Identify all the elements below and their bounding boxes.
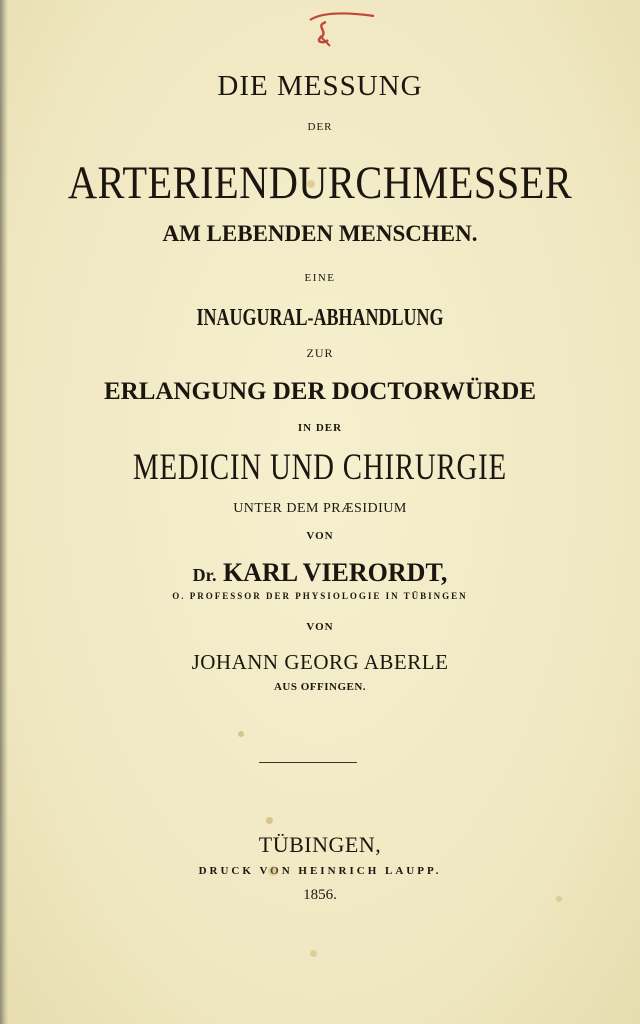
subtitle-line: AM LEBENDEN MENSCHEN. <box>162 221 478 246</box>
imprint-place: TÜBINGEN, <box>258 832 382 857</box>
paper-speck <box>556 896 562 902</box>
paper-speck <box>310 950 317 957</box>
presidium-name-line <box>0 558 640 588</box>
paper-speck <box>268 866 278 876</box>
faculty-line: MEDICIN UND CHIRURGIE <box>133 447 507 488</box>
imprint-printer: DRUCK VON HEINRICH LAUPP. <box>198 865 442 877</box>
presidium-position: O. PROFESSOR DER PHYSIOLOGIE IN TÜBINGEN <box>172 591 468 601</box>
divider-rule <box>259 762 357 763</box>
title-line-die-messung: DIE MESSUNG <box>217 70 423 102</box>
dr-prefix: Dr. <box>192 565 217 585</box>
presidium-intro: UNTER DEM PRÆSIDIUM <box>233 501 407 516</box>
paper-speck <box>238 731 244 737</box>
author-name: JOHANN GEORG ABERLE <box>191 650 449 674</box>
title-line-der: DER <box>307 121 333 133</box>
paper-speck <box>307 180 315 188</box>
dissertation-type: INAUGURAL-ABHANDLUNG <box>196 305 444 331</box>
paper-speck <box>266 817 273 824</box>
imprint-year: 1856. <box>303 887 337 903</box>
author-origin: AUS OFFINGEN. <box>273 681 367 693</box>
main-title: ARTERIENDURCHMESSER <box>67 157 573 209</box>
title-line-in-der: IN DER <box>297 422 343 434</box>
title-line-zur: ZUR <box>306 346 334 360</box>
degree-line: ERLANGUNG DER DOCTORWÜRDE <box>103 378 537 405</box>
red-library-mark-icon <box>300 6 380 50</box>
title-line-eine: EINE <box>304 272 336 284</box>
author-von: VON <box>306 621 334 633</box>
presidium-name: KARL VIERORDT, <box>222 558 448 587</box>
title-line-von: VON <box>306 530 334 542</box>
